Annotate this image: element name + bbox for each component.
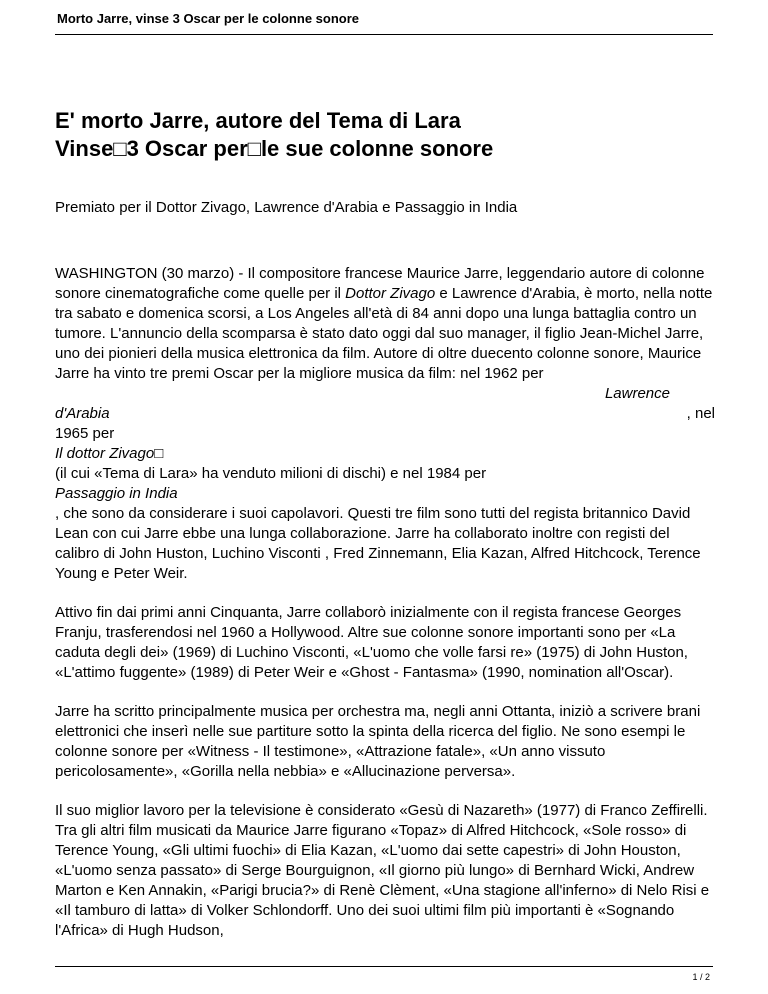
paragraph-1	[55, 264, 715, 584]
p1-text-c: , che sono da considerare i suoi capolavori. Questi tre film sono tutti del regista britannico David Lean con cui Jarre ebbe una lunga collaborazione. Jarre ha collaborato inoltre con registi del calibro di John Huston, Luchino Visconti , Fred Zinnemann, Elia Kazan, Alfred Hitchcock, Terence Young e Peter Weir.	[55, 505, 701, 582]
paragraph-4: Il suo miglior lavoro per la televisione è considerato «Gesù di Nazareth» (1977) di Franco Zeffirelli. Tra gli altri film musicati da Maurice Jarre figurano «Topaz» di Alfred Hitchcock, «Sole rosso» di Terence Young, «Gli ultimi fuochi» di Elia Kazan, «L'uomo dai sette capestri» di John Houston, «L'uomo senza passato» di Serge Bourguignon, «Il giorno più lungo» di Bernhard Wicki, Andrew Marton e Ken Annakin, «Parigi brucia?» di Renè Clèment, «Una stagione all'inferno» di Nelo Risi e «Il tamburo di latta» di Volker Schlondorff. Uno dei suoi ultimi film più importanti è «Sognando l'Africa» di Hugh Hudson,	[55, 802, 710, 939]
header-divider	[55, 34, 713, 35]
paragraph-2: Attivo fin dai primi anni Cinquanta, Jarre collaborò inizialmente con il regista francese Georges Franju, trasferendosi nel 1960 a Hollywood. Altre sue colonne sonore importanti sono per «La caduta degli dei» (1969) di Luchino Visconti, «L'uomo che volle farsi re» (1975) di John Huston, «L'attimo fuggente» (1989) di Peter Weir e «Ghost - Fantasma» (1990, nomination all'Oscar).	[55, 604, 688, 681]
p1-em-dottor-zivago: Il dottor Zivago□	[55, 445, 164, 462]
article-body	[55, 264, 715, 960]
paragraph-3: Jarre ha scritto principalmente musica per orchestra ma, negli anni Ottanta, iniziò a scrivere brani elettronici che inserì nelle sue partiture sotto la spinta della ricerca del figlio. Ne sono esempi le colonne sonore per «Witness - Il testimone», «Attrazione fatale», «Un anno vissuto pericolosamente», «Gorilla nella nebbia» e «Allucinazione perversa».	[55, 703, 701, 780]
p1-text-a: WASHINGTON (30 marzo) - Il compositore francese Maurice Jarre, leggendario autore di colonne sonore cinematografiche come quelle per il	[55, 265, 705, 302]
document-header-title: Morto Jarre, vinse 3 Oscar per le colonne sonore	[57, 11, 359, 26]
p1-lara: (il cui «Tema di Lara» ha venduto milioni di dischi) e nel 1984 per	[55, 465, 487, 482]
p1-em-zivago: Dottor Zivago	[345, 285, 436, 302]
p1-em-arabia: d'Arabia	[55, 405, 110, 422]
p1-em-lawrence: Lawrence	[604, 385, 670, 402]
p1-text-b: e Lawrence d'Arabia, è morto, nella notte tra sabato e domenica scorsi, a Los Angeles all'età di 84 anni dopo una lunga battaglia contro un tumore. L'annuncio della scomparsa è stato dato oggi dal suo manager, il figlio Jean-Michel Jarre, uno dei pionieri della musica elettronica da film. Autore di oltre duecento colonne sonore, Maurice Jarre ha vinto tre premi Oscar per la migliore musica da film: nel 1962 per	[55, 285, 713, 382]
p1-em-india: Passaggio in India	[55, 485, 178, 502]
article-headline	[55, 107, 715, 163]
p1-arabia-line	[55, 404, 715, 424]
footer-divider	[55, 966, 713, 967]
headline-line-2: Vinse□3 Oscar per□le sue colonne sonore	[55, 136, 494, 161]
page-number: 1 / 2	[692, 972, 710, 982]
p1-1965: 1965 per	[55, 425, 115, 442]
headline-line-1: E' morto Jarre, autore del Tema di Lara	[55, 108, 461, 133]
p1-nel: , nel	[686, 405, 715, 422]
article-subtitle: Premiato per il Dottor Zivago, Lawrence d'Arabia e Passaggio in India	[55, 199, 518, 216]
